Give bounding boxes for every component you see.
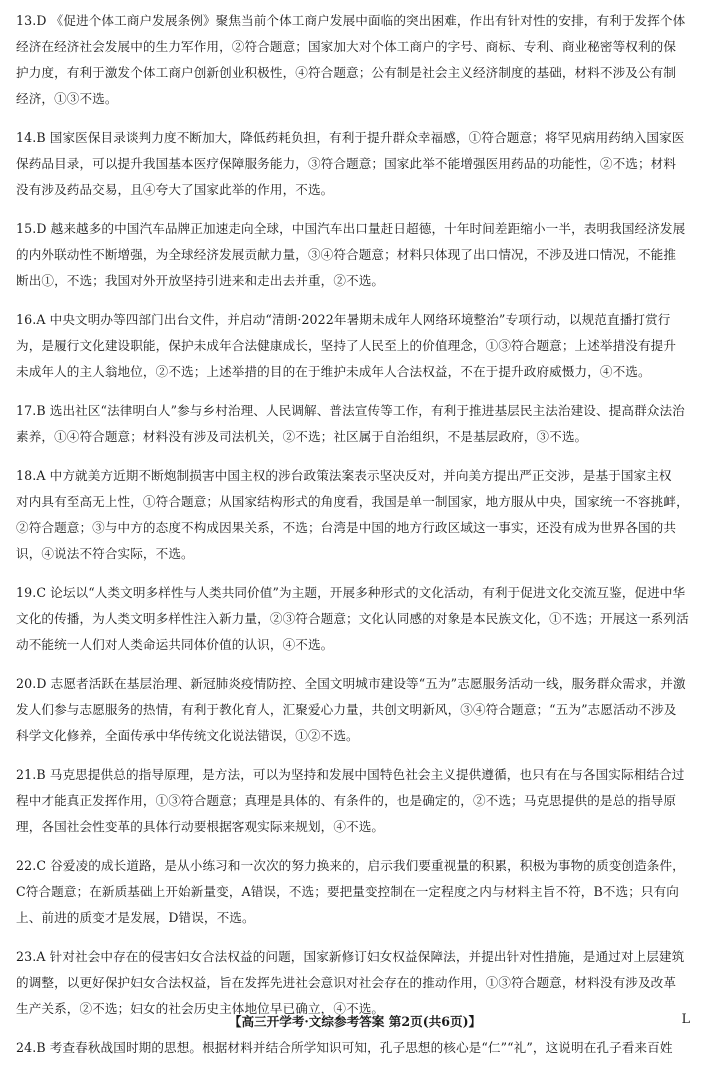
answer-line: 护力度，有利于激发个体工商户创新创业积极性，④符合题意；公有制是社会主义经济制度的基础，材料不涉及公有制 [16, 65, 677, 80]
answer-line: 上、前进的质变才是发展，D错误，不选。 [16, 910, 255, 925]
answer-line: 科学文化修养，全面传承中华传统文化说法错误，①②不选。 [16, 728, 359, 743]
answer-line: ②符合题意；③与中方的态度不构成因果关系，不选；台湾是中国的地方行政区域这一事实，还没有成为世界各国的共 [16, 520, 677, 535]
answer-list [16, 8, 696, 1074]
answer-line: 的调整，以更好保护妇女合法权益，旨在发挥先进社会意识对社会存在的推动作用，①③符合题意，材料没有涉及改革 [16, 975, 677, 990]
answer-line: 13.D 《促进个体工商户发展条例》聚焦当前个体工商户发展中面临的突出困难，作出有针对性的安排，有利于发挥个体 [16, 13, 686, 28]
answer-item [16, 216, 696, 294]
answer-line: 程中才能真正发挥作用，①③符合题意；真理是具体的、有条件的，也是确定的，②不选；马克思提供的是总的指导原 [16, 793, 677, 808]
answer-line: 16.A 中央文明办等四部门出台文件，并启动“清朗·2022年暑期未成年人网络环境整治”专项行动，以规范直播打赏行 [16, 312, 671, 327]
answer-item [16, 671, 696, 749]
answer-item [16, 307, 696, 385]
answer-line: 没有涉及药品交易，且④夸大了国家此举的作用，不选。 [16, 182, 334, 197]
answer-line: 经济，①③不选。 [16, 91, 118, 106]
answer-line: 经济在经济社会发展中的生力军作用，②符合题意；国家加大对个体工商户的字号、商标、专利、商业秘密等权利的保 [16, 39, 677, 54]
answer-line: 18.A 中方就美方近期不断炮制损害中国主权的涉台政策法案表示坚决反对，并向美方提出严正交涉，是基于国家主权 [16, 468, 672, 483]
answer-line: 23.A 针对社会中存在的侵害妇女合法权益的问题，国家新修订妇女权益保障法，并提出针对性措施，是通过对上层建筑 [16, 949, 685, 964]
answer-line: 动不能统一人们对人类命运共同体价值的认识，④不选。 [16, 637, 334, 652]
answer-item [16, 463, 696, 567]
answer-line: 19.C 论坛以“人类文明多样性与人类共同价值”为主题，开展多种形式的文化活动，有利于促进文化交流互鉴，促进中华 [16, 585, 686, 600]
answer-line: 17.B 选出社区“法律明白人”参与乡村治理、人民调解、普法宣传等工作，有利于推进基层民主法治建设、提高群众法治 [16, 403, 685, 418]
answer-line: 15.D 越来越多的中国汽车品牌正加速走向全球，中国汽车出口量赶日超德，十年时间差距缩小一半，表明我国经济发展 [16, 221, 686, 236]
answer-item [16, 580, 696, 658]
answer-line: 22.C 谷爱凌的成长道路，是从小练习和一次次的努力换来的，启示我们要重视量的积累，积极为事物的质变创造条件， [16, 858, 685, 873]
answer-line: 发人们参与志愿服务的热情，有利于教化育人，汇聚爱心力量，共创文明新风，③④符合题意；“五为”志愿活动不涉及 [16, 702, 677, 717]
answer-line: 14.B 国家医保目录谈判力度不断加大，降低药耗负担，有利于提升群众幸福感，①符合题意；将罕见病用药纳入国家医 [16, 130, 685, 145]
answer-line: 素养，①④符合题意；材料没有涉及司法机关，②不选；社区属于自治组织，不是基层政府，③不选。 [16, 429, 588, 444]
page-footer [0, 1011, 710, 1031]
answer-line: 20.D 志愿者活跃在基层治理、新冠肺炎疫情防控、全国文明城市建设等“五为”志愿服务活动一线，服务群众需求，并激 [16, 676, 686, 691]
answer-line: 21.B 马克思提供总的指导原理，是方法，可以为坚持和发展中国特色社会主义提供遵循，也只有在与各国实际相结合过 [16, 767, 685, 782]
answer-line: 识，④说法不符合实际，不选。 [16, 546, 194, 561]
answer-line: 生产关系，②不选；妇女的社会历史主体地位早已确立，④不选。 [16, 1001, 385, 1016]
answer-line: 为，是履行文化建设职能，保护未成年合法健康成长，坚持了人民至上的价值理念，①③符合题意；上述举措没有提升 [16, 338, 677, 353]
answer-item [16, 125, 696, 203]
answer-item [16, 398, 696, 450]
answer-item [16, 853, 696, 931]
answer-item [16, 8, 696, 112]
answer-item [16, 762, 696, 840]
answer-line: 24.B 考查春秋战国时期的思想。根据材料并结合所学知识可知，孔子思想的核心是“仁”“礼”，这说明在孔子看来百姓 [16, 1040, 673, 1055]
answer-line: C符合题意；在新质基础上开始新量变，A错误，不选；要把量变控制在一定程度之内与材料主旨不符，B不选；只有向 [16, 884, 679, 899]
answer-line: 未成年人的主人翁地位，②不选；上述举措的目的在于维护未成年人合法权益，不在于提升政府威慑力，④不选。 [16, 364, 651, 379]
footer-version-mark: L [681, 1011, 690, 1026]
answer-line: 文化的传播，为人类文明多样性注入新力量，②③符合题意；文化认同感的对象是本民族文化，①不选；开展这一系列活 [16, 611, 689, 626]
answer-line: 断出①，不选；我国对外开放坚持引进来和走出去并重，②不选。 [16, 273, 385, 288]
footer-title: 【高三开学考·文综参考答案 第2页(共6页)】 [228, 1014, 482, 1029]
answer-line: 理，各国社会性变革的具体行动要根据客观实际来规划，④不选。 [16, 819, 385, 834]
answer-item [16, 1035, 696, 1061]
answer-line: 保药品目录，可以提升我国基本医疗保障服务能力，③符合题意；国家此举不能增强医用药品的功能性，②不选；材料 [16, 156, 677, 171]
answer-line: 对内具有至高无上性，①符合题意；从国家结构形式的角度看，我国是单一制国家，地方服从中央，国家统一不容挑衅， [16, 494, 689, 509]
answer-line: 的内外联动性不断增强，为全球经济发展贡献力量，③④符合题意；材料只体现了出口情况，不涉及进口情况，不能推 [16, 247, 677, 262]
